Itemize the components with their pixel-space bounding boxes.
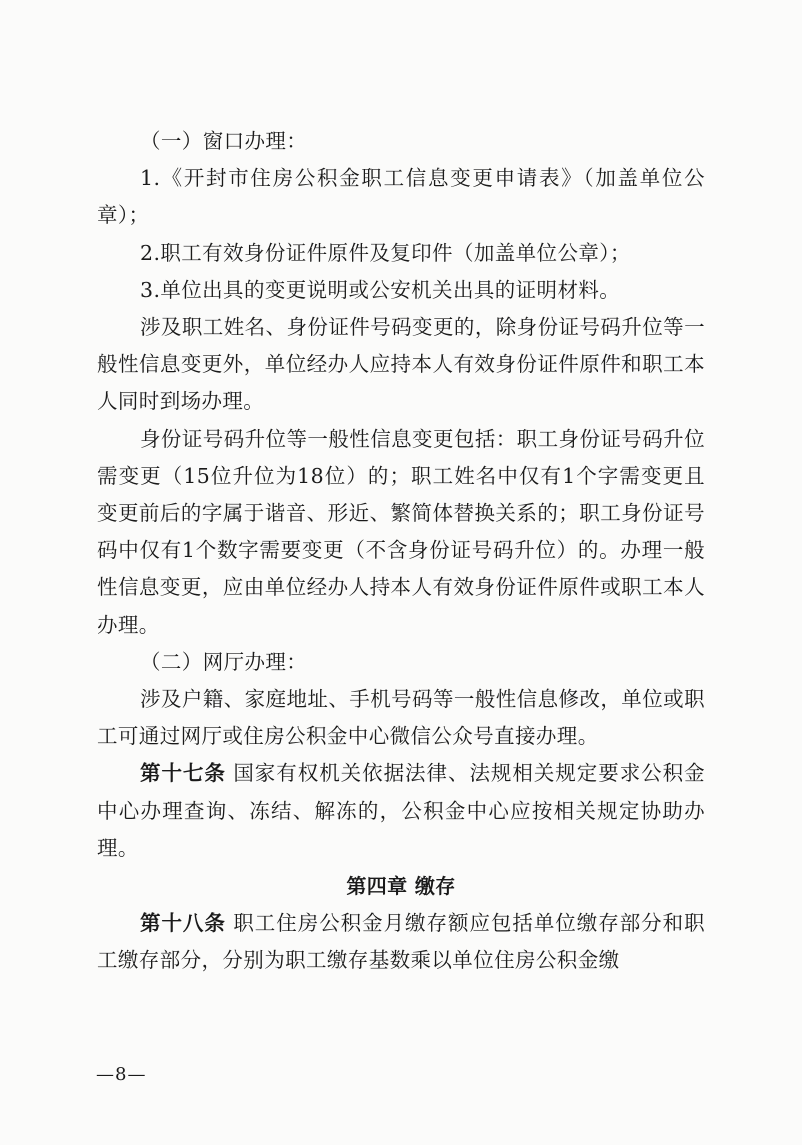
article-17-text: 国家有权机关依据法律、法规相关规定要求公积金中心办理查询、冻结、解冻的，公积金中心应按相关规定协助办理。 — [97, 761, 705, 860]
article-18-text: 职工住房公积金月缴存额应包括单位缴存部分和职工缴存部分，分别为职工缴存基数乘以单位住房公积金缴 — [97, 911, 705, 973]
chapter-heading: 第四章 缴存 — [346, 874, 456, 899]
page-number: —8— — [96, 1064, 147, 1085]
list-item-2: 2.职工有效身份证件原件及复印件（加盖单位公章）； — [140, 240, 631, 265]
list-item-1: 1.《开封市住房公积金职工信息变更申请表》（加盖单位公章）； — [97, 166, 705, 228]
article-18 — [97, 905, 705, 979]
document-body — [97, 123, 705, 979]
article-18-lead: 第十八条 — [140, 911, 226, 936]
paragraph-name-id-change: 涉及职工姓名、身份证件号码变更的，除身份证号码升位等一般性信息变更外，单位经办人应持本人有效身份证件原件和职工本人同时到场办理。 — [97, 315, 705, 414]
paragraph-online-change: 涉及户籍、家庭地址、手机号码等一般性信息修改，单位或职工可通过网厅或住房公积金中心微信公众号直接办理。 — [97, 687, 705, 749]
list-item-3: 3.单位出具的变更说明或公安机关出具的证明材料。 — [140, 277, 621, 302]
article-17-lead: 第十七条 — [140, 761, 226, 786]
article-17 — [97, 755, 705, 867]
section-window-heading: （一）窗口办理： — [140, 129, 308, 153]
section-online-heading: （二）网厅办理： — [140, 649, 308, 674]
paragraph-general-info-change: 身份证号码升位等一般性信息变更包括：职工身份证号码升位需变更（15位升位为18位）的；职工姓名中仅有1个字需变更且变更前后的字属于谐音、形近、繁简体替换关系的；职工身份证号码中仅有1个数字需要变更（不含身份证号码升位）的。办理一般性信息变更，应由单位经办人持本人有效身份证件原件或职工本人办理。 — [97, 426, 705, 637]
